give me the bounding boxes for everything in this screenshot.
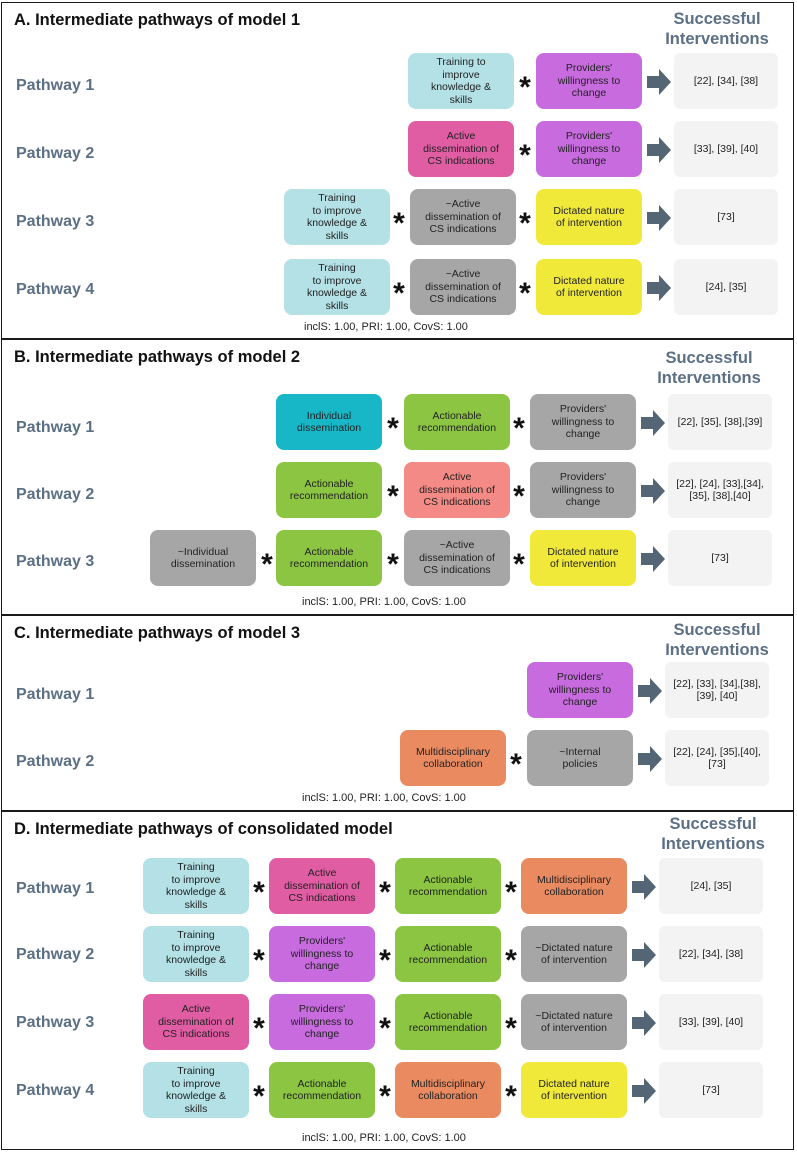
successful-interventions-heading: Successful Interventions (661, 815, 765, 853)
and-operator-icon: * (505, 876, 517, 909)
condition-box: ~Individual dissemination (150, 530, 256, 586)
condition-box: Actionable recommendation (276, 462, 382, 518)
successful-interventions-heading: Successful Interventions (665, 621, 769, 659)
fit-statistics: inclS: 1.00, PRI: 1.00, CovS: 1.00 (302, 596, 466, 608)
condition-box: Active dissemination of CS indications (408, 121, 514, 177)
and-operator-icon: * (519, 139, 531, 172)
and-operator-icon: * (513, 412, 525, 445)
successful-interventions-box: [22], [34], [38] (659, 926, 763, 982)
and-operator-icon: * (519, 207, 531, 240)
condition-box: ~Active dissemination of CS indications (410, 189, 516, 245)
and-operator-icon: * (513, 548, 525, 581)
condition-box: Training to improve knowledge & skills (408, 53, 514, 109)
condition-box: ~Internal policies (527, 730, 633, 786)
arrow-right-icon (641, 410, 665, 436)
pathway-label: Pathway 2 (16, 486, 95, 503)
panel-title: B. Intermediate pathways of model 2 (14, 348, 301, 366)
and-operator-icon: * (505, 1012, 517, 1045)
condition-box: Actionable recommendation (276, 530, 382, 586)
successful-interventions-heading: Successful Interventions (657, 349, 761, 387)
successful-interventions-box: [22], [24], [33],[34], [35], [38],[40] (668, 462, 772, 518)
condition-box: Providers' willingness to change (536, 53, 642, 109)
panel-title: C. Intermediate pathways of model 3 (14, 624, 301, 642)
panel-title: A. Intermediate pathways of model 1 (14, 11, 301, 29)
fit-statistics: inclS: 1.00, PRI: 1.00, CovS: 1.00 (304, 321, 468, 333)
and-operator-icon: * (261, 548, 273, 581)
condition-box: Training to improve knowledge & skills (284, 189, 390, 245)
condition-box: Providers' willingness to change (530, 462, 636, 518)
successful-interventions-heading: Successful Interventions (665, 10, 769, 48)
condition-box: Actionable recommendation (269, 1062, 375, 1118)
arrow-right-icon (632, 1078, 656, 1104)
and-operator-icon: * (387, 548, 399, 581)
condition-box: Training to improve knowledge & skills (143, 926, 249, 982)
pathway-label: Pathway 3 (16, 1014, 95, 1031)
condition-box: ~Dictated nature of intervention (521, 926, 627, 982)
condition-box: Actionable recommendation (404, 394, 510, 450)
condition-box: Training to improve knowledge & skills (143, 1062, 249, 1118)
pathway-label: Pathway 2 (16, 145, 95, 162)
condition-box: Active dissemination of CS indications (143, 994, 249, 1050)
condition-box: Providers' willingness to change (269, 994, 375, 1050)
arrow-right-icon (632, 942, 656, 968)
successful-interventions-box: [22], [33], [34],[38], [39], [40] (665, 662, 769, 718)
and-operator-icon: * (393, 207, 405, 240)
condition-box: Actionable recommendation (395, 994, 501, 1050)
condition-box: Multidisciplinary collaboration (400, 730, 506, 786)
and-operator-icon: * (379, 944, 391, 977)
condition-box: Active dissemination of CS indications (269, 858, 375, 914)
condition-box: Actionable recommendation (395, 858, 501, 914)
and-operator-icon: * (519, 277, 531, 310)
and-operator-icon: * (505, 944, 517, 977)
and-operator-icon: * (505, 1080, 517, 1113)
arrow-right-icon (647, 275, 671, 301)
successful-interventions-box: [24], [35] (659, 858, 763, 914)
pathway-label: Pathway 2 (16, 946, 95, 963)
condition-box: Dictated nature of intervention (521, 1062, 627, 1118)
condition-box: Providers' willingness to change (527, 662, 633, 718)
and-operator-icon: * (253, 1080, 265, 1113)
and-operator-icon: * (510, 748, 522, 781)
condition-box: Actionable recommendation (395, 926, 501, 982)
arrow-right-icon (632, 1010, 656, 1036)
and-operator-icon: * (519, 71, 531, 104)
arrow-right-icon (641, 546, 665, 572)
arrow-right-icon (647, 137, 671, 163)
pathway-label: Pathway 1 (16, 419, 95, 436)
successful-interventions-box: [33], [39], [40] (674, 121, 778, 177)
successful-interventions-box: [33], [39], [40] (659, 994, 763, 1050)
condition-box: Active dissemination of CS indications (404, 462, 510, 518)
and-operator-icon: * (393, 277, 405, 310)
fit-statistics: inclS: 1.00, PRI: 1.00, CovS: 1.00 (302, 792, 466, 804)
and-operator-icon: * (253, 944, 265, 977)
successful-interventions-box: [22], [35], [38],[39] (668, 394, 772, 450)
arrow-right-icon (647, 69, 671, 95)
successful-interventions-box: [73] (674, 189, 778, 245)
pathway-label: Pathway 1 (16, 880, 95, 897)
condition-box: Dictated nature of intervention (536, 259, 642, 315)
arrow-right-icon (641, 478, 665, 504)
and-operator-icon: * (253, 876, 265, 909)
condition-box: Providers' willingness to change (530, 394, 636, 450)
and-operator-icon: * (379, 876, 391, 909)
pathway-label: Pathway 2 (16, 753, 95, 770)
condition-box: Training to improve knowledge & skills (143, 858, 249, 914)
and-operator-icon: * (379, 1080, 391, 1113)
condition-box: Providers' willingness to change (536, 121, 642, 177)
successful-interventions-box: [22], [34], [38] (674, 53, 778, 109)
pathway-label: Pathway 3 (16, 553, 95, 570)
condition-box: Individual dissemination (276, 394, 382, 450)
arrow-right-icon (632, 874, 656, 900)
panel-title: D. Intermediate pathways of consolidated model (14, 820, 393, 838)
pathway-label: Pathway 4 (16, 281, 95, 298)
and-operator-icon: * (387, 412, 399, 445)
pathway-label: Pathway 3 (16, 213, 95, 230)
pathway-label: Pathway 4 (16, 1082, 95, 1099)
panel-b (1, 339, 794, 615)
condition-box: Dictated nature of intervention (530, 530, 636, 586)
condition-box: Multidisciplinary collaboration (395, 1062, 501, 1118)
fit-statistics: inclS: 1.00, PRI: 1.00, CovS: 1.00 (302, 1132, 466, 1144)
and-operator-icon: * (253, 1012, 265, 1045)
and-operator-icon: * (379, 1012, 391, 1045)
condition-box: ~Active dissemination of CS indications (404, 530, 510, 586)
panel-d (1, 811, 794, 1150)
panel-c (1, 615, 794, 811)
condition-box: Training to improve knowledge & skills (284, 259, 390, 315)
panel-a (1, 2, 794, 339)
successful-interventions-box: [24], [35] (674, 259, 778, 315)
condition-box: Dictated nature of intervention (536, 189, 642, 245)
arrow-right-icon (647, 205, 671, 231)
and-operator-icon: * (387, 480, 399, 513)
and-operator-icon: * (513, 480, 525, 513)
arrow-right-icon (638, 746, 662, 772)
condition-box: Multidisciplinary collaboration (521, 858, 627, 914)
pathway-label: Pathway 1 (16, 77, 95, 94)
pathway-label: Pathway 1 (16, 686, 95, 703)
condition-box: ~Active dissemination of CS indications (410, 259, 516, 315)
successful-interventions-box: [73] (659, 1062, 763, 1118)
condition-box: ~Dictated nature of intervention (521, 994, 627, 1050)
condition-box: Providers' willingness to change (269, 926, 375, 982)
arrow-right-icon (638, 678, 662, 704)
successful-interventions-box: [22], [24], [35],[40], [73] (665, 730, 769, 786)
successful-interventions-box: [73] (668, 530, 772, 586)
